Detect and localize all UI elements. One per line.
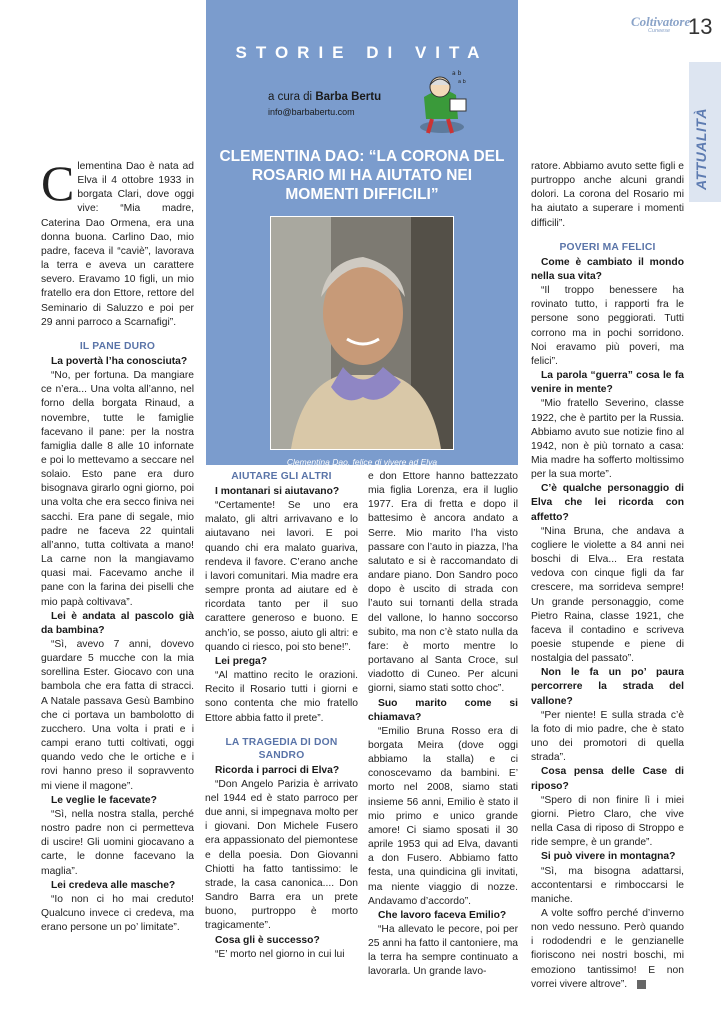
answer: “Certamente! Se uno era malato, gli altri arrivavano e lo aiutavano nei lavori. E poi quando chi era malato guariva, rendeva il favore. C’erano anche i lavori comunitari. Mia madre era sempre pronta ad aiutare ed è ricordata tanto per il suo carattere generoso e buono. E anch’io, se posso, aiuto gli altri: e quando ci riesco, poi sto bene!”. xyxy=(205,500,358,653)
answer: “Mio fratello Severino, classe 1922, che è partito per la Russia. Abbiamo avuto sue notizie fino al 1942, non è più tornato a casa: Mia madre ha sofferto moltissimo per la sua morte”. xyxy=(531,398,684,481)
subheading: LA TRAGEDIA DI DON SANDRO xyxy=(225,736,338,761)
question: Che lavoro faceva Emilio? xyxy=(378,909,507,921)
photo-caption: Clementina Dao, felice di vivere ad Elva xyxy=(286,457,438,467)
svg-text:a b: a b xyxy=(452,70,462,77)
question: I montanari si aiutavano? xyxy=(215,486,340,497)
question: Suo marito come si chiamava? xyxy=(368,697,518,723)
answer: “Ha allevato le pecore, poi per 25 anni ha fatto il cantoniere, ma la terra ha sempre continuato a lavorarla. Un grande lavo- xyxy=(368,924,518,978)
question: Non le fa un po’ paura percorrere la strada del vallone? xyxy=(531,667,684,707)
question: Ricorda i parroci di Elva? xyxy=(215,764,340,776)
question: Le veglie le facevate? xyxy=(51,794,157,806)
article-column-1 xyxy=(41,155,194,935)
question: Cosa pensa delle Case di riposo? xyxy=(531,766,684,792)
answer: ratore. Abbiamo avuto sette figli e purtroppo anche alcuni grandi dolori. La corona del Rosario mi ha aiutato a superare i momenti difficili”. xyxy=(531,161,684,229)
answer: “Nina Bruna, che andava a cogliere le violette a 84 anni nei boschi di Elva... Era restata vedova con cinque figli da far crescere, ma sorrideva sempre! Un grande personaggio, come Pietro Raina, classe 1921, che faceva il contadino e scriveva poesie stupende e piene di nostalgia del passato”. xyxy=(531,525,684,665)
question: La povertà l’ha conosciuta? xyxy=(51,355,188,367)
section-label: ATTUALITÀ xyxy=(693,108,709,190)
byline: a cura di Barba Bertu xyxy=(268,91,382,103)
answer: “Sì, ma bisogna adattarsi, accontentarsi e rimboccarsi le maniche. xyxy=(531,865,684,905)
series-title: STORIE DI VITA xyxy=(235,43,489,62)
question: Lei credeva alle masche? xyxy=(51,879,176,891)
magazine-logo-sub: Cuneese xyxy=(648,28,671,34)
article-header xyxy=(206,0,518,465)
answer: “Sì, avevo 7 anni, dovevo guardare 5 mucche con la mia sorellina Ester. Giocavo con una bambola che era fatta di stracci. A Natale passava Gesù Bambino che ci portava un bambolotto di zucchero. Una volta i prati e i campi erano tutti coltivati, oggi quando vedo che le ortiche e i rovi hanno preso il sopravvento mi viene il magone”. xyxy=(41,639,194,792)
magazine-logo: Coltivatore xyxy=(631,14,691,29)
answer: “Il troppo benessere ha rovinato tutto, i rapporti fra le persone sono peggiorati. Tutti corrono ma in pochi sorridono. Noi eravamo più poveri, ma felici”. xyxy=(531,285,684,367)
portrait-photo xyxy=(270,216,454,450)
author-name: Barba Bertu xyxy=(315,91,382,103)
page-number: 13 xyxy=(688,14,713,39)
question: La parola “guerra” cosa le fa venire in mente? xyxy=(531,370,684,396)
intro-paragraph: lementina Dao è nata ad Elva il 4 ottobre 1933 in borgata Clari, dove oggi vive: “Mia madre, Caterina Dao Ormena, era una donna buona. Carlino Dao, mio padre, faceva il “caviè”, lavorava la terra e aveva un carattere severo. Eravamo 10 figli, un mio fratello era don Ettore, rettore del Seminario di Saluzzo e poi per 29 anni parroco a Scarnafigi”. xyxy=(41,161,194,328)
section-tab xyxy=(689,62,721,202)
author-cartoon-icon xyxy=(412,67,472,139)
answer: “Spero di non finire lì i miei giorni. Pietro Claro, che vive nella Casa di riposo di Stroppo e ride sempre, è un grande”. xyxy=(531,794,684,849)
article-headline: CLEMENTINA DAO: “LA CORONA DEL ROSARIO MI HA AIUTATO NEI MOMENTI DIFFICILI” xyxy=(219,148,505,203)
question: Lei è andata al pascolo già da bambina? xyxy=(41,610,194,636)
question: Lei prega? xyxy=(215,655,268,667)
answer: “Don Angelo Parizia è arrivato nel 1944 ed è stato parroco per due anni, si impegnava molto per i giovani. Don Michele Fusero era appassionato del piemontese e della poesia. Don Giovanni Chiotti ha fatto tantissimo: le strade, la casa canonica.... Don Sandro Barra era un prete buono, purtroppo è morto tragicamente”. xyxy=(205,778,358,932)
question: Come è cambiato il mondo nella sua vita? xyxy=(531,256,684,282)
article-column-4 xyxy=(531,160,684,992)
question: C’è qualche personaggio di Elva che lei ricorda con affetto? xyxy=(531,483,684,523)
answer: A volte soffro perché d’inverno non vedo nessuno. Però quando i rododendri e le genzianelle fioriscono nei nostri boschi, mi emoziono tantissimo! E non vorrei vivere altrove”. xyxy=(531,907,684,990)
end-of-article-mark xyxy=(637,980,646,989)
answer: e don Ettore hanno battezzato mia figlia Lorenza, era il luglio 1977. Era di fretta e dopo il battesimo è ancora andato a Serre. Mio marito l’ha visto passare con l’auto in piazza, l’ha salutato e si è raccomandato di andare piano. Don Sandro poco dopo è uscito di strada con l’auto sui tornanti della strada del vallone, lo hanno soccorso subito, ma non c’è stato nulla da fare: è morto mentre lo portavano al Santa Croce, sul viadotto di Cuneo. Per alcuni giorni, siamo stati sotto choc”. xyxy=(368,471,518,695)
answer: “Sì, nella nostra stalla, perché nostro padre non ci permetteva di uscire! Gli uomini giocavano a carte, le donne facevano la maglia”. xyxy=(41,808,194,877)
article-column-3 xyxy=(368,470,518,980)
subheading: POVERI MA FELICI xyxy=(559,241,656,253)
answer: “Per niente! E sulla strada c’è la foto di mio padre, che è stato uno dei promotori di quella strada”. xyxy=(531,709,684,764)
drop-cap: C xyxy=(41,155,75,211)
subheading: IL PANE DURO xyxy=(79,340,156,352)
answer: “No, per fortuna. Da mangiare ce n’era... Una volta all’anno, nel forno della borgata Rinaud, a novembre, tutte le famiglie facevano il pane: per la nostra famiglia dalle 8 alle 10 infornate e poi lo mettevamo a seccare nel solaio. Esto pane era duro bisognava girarlo ogni giorno, poi una volta che era secco finiva nei sacchi. Era pane di segale, mio padre ne faceva 22 quintali all’anno, tutta coltivata a mano! La carne non la mangiavamo quasi mai. Facevamo anche il pane con la farina dei piselli che mio papà coltivava”. xyxy=(41,370,194,608)
answer: “E’ morto nel giorno in cui lui xyxy=(215,948,345,960)
answer: “Io non ci ho mai creduto! Qualcuno invece ci credeva, ma erano persone un po’ limitate”. xyxy=(41,893,194,934)
answer: “Al mattino recito le orazioni. Recito il Rosario tutti i giorni e sono contenta che mio fratello Ettore abbia fatto il prete”. xyxy=(205,670,358,724)
question: Si può vivere in montagna? xyxy=(541,851,676,863)
subheading: AIUTARE GLI ALTRI xyxy=(231,471,332,482)
question: Cosa gli è successo? xyxy=(215,934,320,946)
article-column-2 xyxy=(205,470,358,962)
answer: “Emilio Bruna Rosso era di borgata Meira (dove oggi abbiamo la stalla) e ci conoscevamo da bambini. E’ morto nel 2008, siamo stati insieme 56 anni, Emilio è stato il mio primo e unico grande amore! Ci siamo sposati il 30 aprile 1953 qui ad Elva, davanti a don Fusero. Abbiamo fatto festa, una quindicina gli invitati, ma niente viaggio di nozze. Andavamo d’accordo”. xyxy=(368,725,518,907)
svg-text:a b: a b xyxy=(458,79,466,85)
author-email[interactable]: info@barbabertu.com xyxy=(268,107,355,117)
